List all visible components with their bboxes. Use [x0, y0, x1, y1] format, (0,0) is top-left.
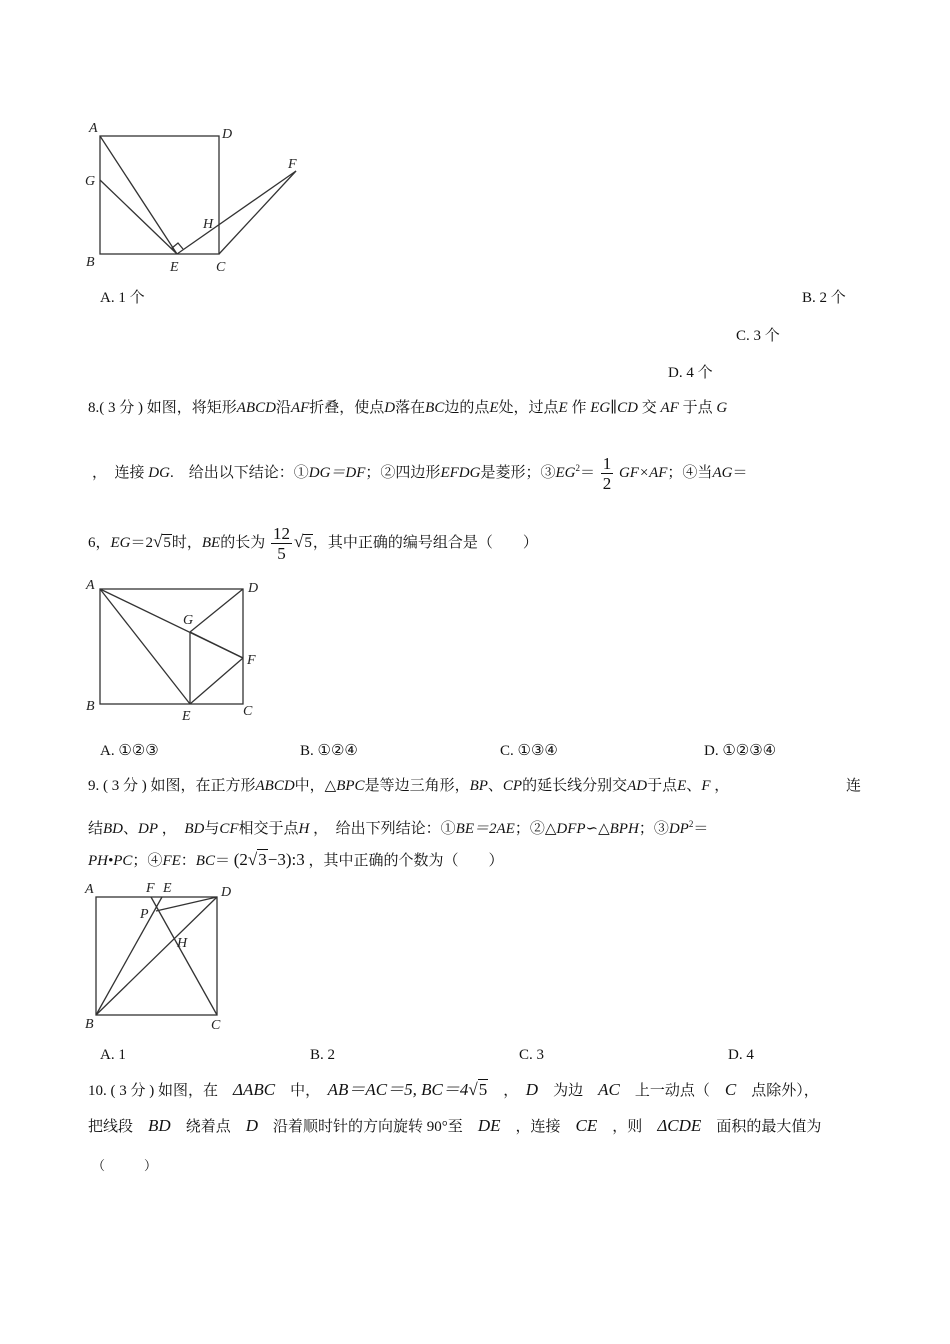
q7-option-d[interactable]: D. 4 个	[668, 365, 713, 381]
label-g: G	[183, 613, 194, 628]
segment-ef	[190, 658, 243, 704]
figure-q9	[80, 876, 260, 1036]
figure-q8	[80, 572, 280, 727]
q10-answer-blank[interactable]: （ ）	[92, 1158, 158, 1173]
label-b: B	[85, 1017, 94, 1032]
label-d: D	[222, 127, 233, 142]
label-p: P	[140, 907, 149, 922]
q8-option-a[interactable]: A. ①②③	[100, 743, 159, 759]
label-c: C	[211, 1018, 221, 1033]
q10-line1: 10. ( 3 分 ) 如图，在 ΔABC 中， AB＝AC＝5, BC＝4√5 ， D 为边 AC 上一动点（ C 点除外），	[88, 1080, 819, 1099]
label-c: C	[243, 704, 253, 719]
q8-line2: ， 连接 DG. 给出以下结论：①DG＝DF；②四边形EFDG是菱形；$③EG^2=$ $\frac{1}{2}$ GF×AF；④当AG＝	[92, 454, 748, 494]
label-h: H	[177, 936, 188, 951]
q7-option-b[interactable]: B. 2 个	[802, 290, 846, 306]
label-f: F	[247, 653, 256, 668]
q10-line2: 把线段 BD 绕着点 D 沿着顺时针的方向旋转 90°至 DE ，连接 CE ，则 ΔCDE 面积的最大值为	[88, 1116, 822, 1135]
label-e: E	[182, 709, 191, 724]
segment-dg	[190, 589, 243, 632]
q9-option-c[interactable]: C. 3	[519, 1047, 545, 1063]
label-a: A	[89, 121, 98, 136]
q8-option-d[interactable]: D. ①②③④	[704, 743, 777, 759]
q9-option-b[interactable]: B. 2	[310, 1047, 336, 1063]
label-h: H	[203, 217, 214, 232]
q8-line1: 8.( 3 分 ) 如图，将矩形ABCD沿AF折叠，使点D落在BC边的点E处，过点E 作 EG∥CD 交 AF 于点 G	[88, 400, 728, 416]
q9-option-a[interactable]: A. 1	[100, 1047, 126, 1063]
label-e: E	[170, 260, 179, 275]
q9-option-d[interactable]: D. 4	[728, 1047, 754, 1063]
q7-option-c[interactable]: C. 3 个	[736, 328, 780, 344]
segment-dp	[156, 897, 217, 911]
q9-line2: 结BD、DP ， BD与CF相交于点H ， 给出下列结论：①BE＝2AE；②△DFP∽△BPH；$③DP^2=$	[88, 819, 709, 837]
fraction-one-half: $\frac{1}{2}$	[602, 454, 612, 494]
segment-ae	[100, 136, 177, 254]
q8-option-b[interactable]: B. ①②④	[300, 743, 358, 759]
label-d: D	[248, 581, 259, 596]
label-d: D	[221, 885, 232, 900]
segment-be	[96, 897, 162, 1015]
segment-ge	[100, 180, 177, 254]
q7-option-a[interactable]: A. 1 个	[100, 290, 145, 306]
label-e: E	[163, 881, 172, 896]
segment-ef	[177, 171, 296, 254]
label-b: B	[86, 255, 95, 270]
q9-line1: 9. ( 3 分 ) 如图，在正方形ABCD中，△BPC是等边三角形，BP、CP的延长线分别交AD于点E、F ，	[88, 778, 730, 794]
label-a: A	[86, 578, 95, 593]
segment-gf	[190, 632, 243, 658]
segment-ae	[100, 589, 190, 704]
q8-line3: 6，EG＝2√5时，BE的长为 $\frac{12}{5}$ √5，其中正确的编号组合是（ ）	[88, 524, 538, 564]
q8-option-c[interactable]: C. ①③④	[500, 743, 558, 759]
label-f: F	[288, 157, 297, 172]
label-c: C	[216, 260, 226, 275]
segment-cf	[219, 171, 296, 254]
label-b: B	[86, 699, 95, 714]
figure-q7	[80, 118, 310, 278]
fraction-twelve-fifths: $\frac{12}{5}$	[272, 524, 290, 564]
segment-cf	[151, 897, 217, 1015]
label-a: A	[85, 882, 94, 897]
segment-bd	[96, 897, 217, 1015]
label-g: G	[85, 174, 96, 189]
q9-lian: 连	[846, 778, 862, 794]
label-f: F	[146, 881, 155, 896]
q9-line3: PH•PC；④FE：BC＝ (2√3−3):3 ，其中正确的个数为（ ）	[88, 850, 504, 869]
